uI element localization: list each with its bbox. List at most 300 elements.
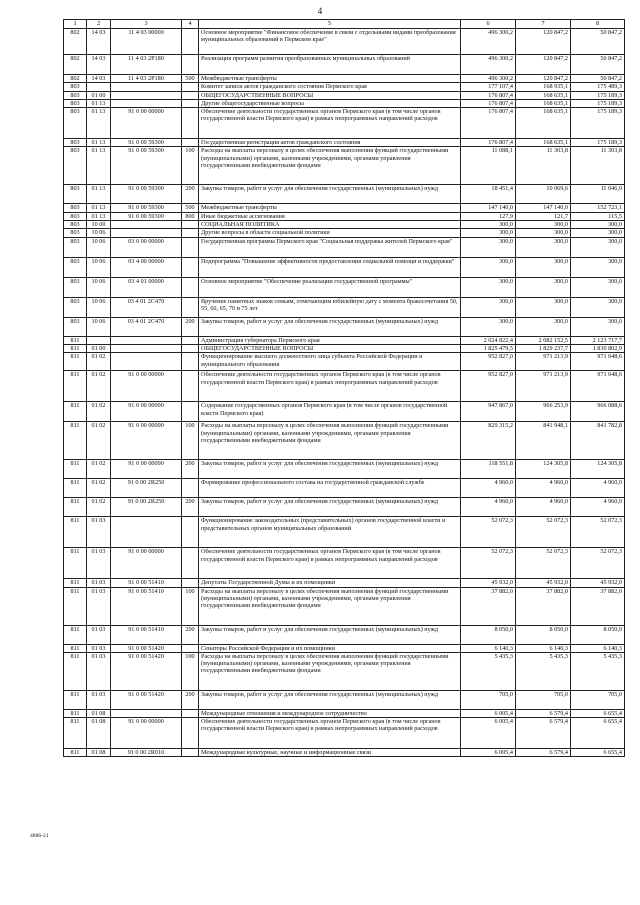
col-amount-2022: 829 315,2 xyxy=(461,422,516,460)
col-target-article: 91 0 00 51420 xyxy=(111,652,182,690)
col-expense-type: 100 xyxy=(182,147,199,185)
header-cell: 7 xyxy=(516,20,571,29)
col-description: Функционирование законодательных (представительных) органов государственной власти и представительных органов муниципальных образований xyxy=(199,517,461,548)
col-expense-type: 100 xyxy=(182,587,199,625)
col-expense-type xyxy=(182,644,199,652)
col-description: Международные культурные, научные и информационные связи xyxy=(199,749,461,757)
col-description: Депутаты Государственной Думы и их помощники xyxy=(199,579,461,587)
col-expense-type: 500 xyxy=(182,75,199,83)
col-ministry: 811 xyxy=(64,344,87,352)
col-section: 01 02 xyxy=(87,353,111,371)
col-ministry: 811 xyxy=(64,371,87,402)
col-target-article: 91 0 00 59300 xyxy=(111,139,182,147)
table-row xyxy=(64,548,625,579)
col-amount-2022: 496 300,2 xyxy=(461,55,516,75)
col-description: Обеспечение деятельности государственных органов Пермского края (в том числе органов государственной власти Пермского края) в рамках непрограммных направлений расходов xyxy=(199,718,461,749)
col-amount-2022: 4 960,0 xyxy=(461,479,516,498)
col-amount-2022: 6 005,4 xyxy=(461,718,516,749)
col-amount-2024: 4 960,0 xyxy=(571,479,625,498)
col-amount-2024: 50 847,2 xyxy=(571,29,625,55)
col-target-article: 11 4 03 2P180 xyxy=(111,75,182,83)
col-expense-type xyxy=(182,108,199,139)
col-expense-type: 500 xyxy=(182,204,199,212)
col-expense-type xyxy=(182,277,199,297)
col-expense-type xyxy=(182,83,199,91)
col-section: 01 08 xyxy=(87,718,111,749)
col-section: 10 00 xyxy=(87,221,111,229)
col-amount-2024: 300,0 xyxy=(571,277,625,297)
col-amount-2022: 6 005,4 xyxy=(461,709,516,717)
col-target-article: 03 0 00 00000 xyxy=(111,237,182,257)
col-amount-2023: 6 140,3 xyxy=(516,644,571,652)
col-section: 01 03 xyxy=(87,625,111,644)
col-expense-type xyxy=(182,353,199,371)
col-ministry: 803 xyxy=(64,237,87,257)
col-amount-2022: 52 072,3 xyxy=(461,517,516,548)
col-expense-type xyxy=(182,371,199,402)
col-ministry: 803 xyxy=(64,297,87,317)
col-section: 01 03 xyxy=(87,690,111,709)
table-row xyxy=(64,185,625,204)
col-expense-type: 200 xyxy=(182,317,199,336)
col-amount-2024: 11 303,8 xyxy=(571,147,625,185)
col-section: 01 03 xyxy=(87,652,111,690)
table-row xyxy=(64,709,625,717)
col-ministry: 803 xyxy=(64,212,87,220)
col-amount-2024: 971 048,6 xyxy=(571,371,625,402)
col-section: 10 06 xyxy=(87,277,111,297)
col-expense-type xyxy=(182,718,199,749)
col-amount-2024: 6 655,4 xyxy=(571,718,625,749)
footer-code: 4886-21 xyxy=(30,833,49,839)
col-amount-2023: 841 948,1 xyxy=(516,422,571,460)
col-amount-2022: 300,0 xyxy=(461,237,516,257)
col-expense-type xyxy=(182,221,199,229)
col-amount-2023: 52 072,3 xyxy=(516,548,571,579)
col-ministry: 803 xyxy=(64,91,87,99)
col-ministry: 811 xyxy=(64,749,87,757)
col-amount-2022: 705,0 xyxy=(461,690,516,709)
col-ministry: 811 xyxy=(64,625,87,644)
col-amount-2022: 45 932,0 xyxy=(461,579,516,587)
col-amount-2022: 496 300,2 xyxy=(461,75,516,83)
col-amount-2024: 300,0 xyxy=(571,257,625,277)
table-row xyxy=(64,297,625,317)
col-description: Подпрограмма "Повышение эффективности предоставления социальной помощи и поддержки" xyxy=(199,257,461,277)
col-description: Функционирование высшего должностного лица субъекта Российской Федерации и муниципального образования xyxy=(199,353,461,371)
col-ministry: 811 xyxy=(64,460,87,479)
col-amount-2024: 971 048,6 xyxy=(571,353,625,371)
col-target-article: 91 0 00 00000 xyxy=(111,548,182,579)
col-section xyxy=(87,336,111,344)
table-row xyxy=(64,108,625,139)
col-amount-2022: 176 807,4 xyxy=(461,99,516,107)
col-section: 01 13 xyxy=(87,147,111,185)
col-description: Международные отношения и международное сотрудничество xyxy=(199,709,461,717)
table-row xyxy=(64,422,625,460)
col-target-article xyxy=(111,221,182,229)
table-row xyxy=(64,371,625,402)
col-target-article xyxy=(111,83,182,91)
col-ministry: 811 xyxy=(64,579,87,587)
col-expense-type: 200 xyxy=(182,185,199,204)
col-amount-2022: 177 107,4 xyxy=(461,83,516,91)
col-amount-2022: 300,0 xyxy=(461,297,516,317)
table-row xyxy=(64,139,625,147)
col-description: Расходы на выплаты персоналу в целях обеспечения выполнения функций государственными (муниципальными) органами, казенными учреждениями, органами управления государственными внебюджетными фондами xyxy=(199,422,461,460)
col-amount-2022: 300,0 xyxy=(461,257,516,277)
col-description: Расходы на выплаты персоналу в целях обеспечения выполнения функций государственными (муниципальными) органами, казенными учреждениями, органами управления государственными внебюджетными фондами xyxy=(199,652,461,690)
col-amount-2023: 168 635,1 xyxy=(516,108,571,139)
col-expense-type xyxy=(182,344,199,352)
col-description: Обеспечение деятельности государственных органов Пермского края (в том числе органов государственной власти Пермского края) в рамках непрограммных направлений расходов xyxy=(199,548,461,579)
col-amount-2024: 6 140,3 xyxy=(571,644,625,652)
col-ministry: 802 xyxy=(64,55,87,75)
table-row xyxy=(64,29,625,55)
col-section: 01 13 xyxy=(87,204,111,212)
col-description: Государственная регистрация актов гражданского состояния xyxy=(199,139,461,147)
col-description: Сенаторы Российской Федерации и их помощники xyxy=(199,644,461,652)
col-section: 14 03 xyxy=(87,55,111,75)
col-amount-2022: 952 827,0 xyxy=(461,353,516,371)
col-ministry: 803 xyxy=(64,204,87,212)
col-description: Межбюджетные трансферты xyxy=(199,75,461,83)
col-description: Закупка товаров, работ и услуг для обеспечения государственных (муниципальных) нужд xyxy=(199,317,461,336)
col-section: 01 13 xyxy=(87,185,111,204)
table-row xyxy=(64,317,625,336)
col-expense-type xyxy=(182,479,199,498)
col-amount-2023: 300,0 xyxy=(516,237,571,257)
col-ministry: 811 xyxy=(64,587,87,625)
col-target-article: 91 0 00 51420 xyxy=(111,690,182,709)
col-description: Содержание государственных органов Пермского края (в том числе органов государственной власти Пермского края) xyxy=(199,402,461,422)
col-amount-2023: 4 960,0 xyxy=(516,498,571,517)
col-amount-2024: 2 123 717,7 xyxy=(571,336,625,344)
col-description: Закупка товаров, работ и услуг для обеспечения государственных (муниципальных) нужд xyxy=(199,625,461,644)
col-amount-2022: 6 140,3 xyxy=(461,644,516,652)
page-number: 4 xyxy=(317,6,323,16)
table-row xyxy=(64,498,625,517)
col-amount-2024: 300,0 xyxy=(571,221,625,229)
col-amount-2024: 52 072,3 xyxy=(571,517,625,548)
col-section: 01 02 xyxy=(87,479,111,498)
col-ministry: 811 xyxy=(64,517,87,548)
col-ministry: 803 xyxy=(64,147,87,185)
col-description: ОБЩЕГОСУДАРСТВЕННЫЕ ВОПРОСЫ xyxy=(199,91,461,99)
col-amount-2023: 300,0 xyxy=(516,221,571,229)
col-target-article: 03 4 01 2C470 xyxy=(111,317,182,336)
col-amount-2022: 300,0 xyxy=(461,229,516,237)
col-amount-2024: 175 489,3 xyxy=(571,83,625,91)
col-ministry: 803 xyxy=(64,221,87,229)
col-description: Закупка товаров, работ и услуг для обеспечения государственных (муниципальных) нужд xyxy=(199,690,461,709)
col-amount-2023: 2 082 152,5 xyxy=(516,336,571,344)
table-row xyxy=(64,229,625,237)
header-cell: 1 xyxy=(64,20,87,29)
col-description: Основное мероприятие "Финансовое обеспечение в связи с отдельными видами преобразования муниципальных образований в Пермском крае" xyxy=(199,29,461,55)
col-amount-2023: 120 847,2 xyxy=(516,55,571,75)
col-description: Иные бюджетные ассигнования xyxy=(199,212,461,220)
col-ministry: 802 xyxy=(64,75,87,83)
col-expense-type xyxy=(182,99,199,107)
col-section: 01 02 xyxy=(87,498,111,517)
col-amount-2023: 168 635,1 xyxy=(516,99,571,107)
col-amount-2024: 705,0 xyxy=(571,690,625,709)
col-description: Закупка товаров, работ и услуг для обеспечения государственных (муниципальных) нужд xyxy=(199,460,461,479)
col-amount-2023: 4 960,0 xyxy=(516,479,571,498)
header-cell: 6 xyxy=(461,20,516,29)
col-expense-type xyxy=(182,297,199,317)
col-amount-2023: 120 847,2 xyxy=(516,29,571,55)
col-amount-2023: 11 303,8 xyxy=(516,147,571,185)
col-ministry: 811 xyxy=(64,652,87,690)
header-cell: 8 xyxy=(571,20,625,29)
col-amount-2023: 147 140,0 xyxy=(516,204,571,212)
col-target-article: 91 0 00 51410 xyxy=(111,579,182,587)
col-ministry: 811 xyxy=(64,353,87,371)
col-amount-2024: 300,0 xyxy=(571,229,625,237)
col-target-article xyxy=(111,517,182,548)
col-amount-2022: 2 024 822,4 xyxy=(461,336,516,344)
table-row xyxy=(64,517,625,548)
col-amount-2023: 971 213,9 xyxy=(516,353,571,371)
col-ministry: 811 xyxy=(64,644,87,652)
col-expense-type: 200 xyxy=(182,625,199,644)
table-row xyxy=(64,749,625,757)
col-amount-2024: 300,0 xyxy=(571,237,625,257)
col-amount-2022: 300,0 xyxy=(461,317,516,336)
col-target-article xyxy=(111,99,182,107)
col-amount-2022: 118 551,8 xyxy=(461,460,516,479)
col-amount-2023: 10 069,6 xyxy=(516,185,571,204)
col-amount-2022: 147 140,0 xyxy=(461,204,516,212)
col-amount-2024: 152 723,1 xyxy=(571,204,625,212)
col-ministry: 811 xyxy=(64,690,87,709)
col-description: Комитет записи актов гражданского состояния Пермского края xyxy=(199,83,461,91)
col-description: Закупка товаров, работ и услуг для обеспечения государственных (муниципальных) нужд xyxy=(199,185,461,204)
col-target-article xyxy=(111,229,182,237)
col-section: 01 13 xyxy=(87,108,111,139)
col-ministry: 803 xyxy=(64,99,87,107)
col-amount-2023: 8 050,0 xyxy=(516,625,571,644)
col-ministry: 802 xyxy=(64,29,87,55)
col-amount-2023: 300,0 xyxy=(516,277,571,297)
col-target-article: 91 0 00 59300 xyxy=(111,204,182,212)
header-cell: 3 xyxy=(111,20,182,29)
col-amount-2022: 5 435,3 xyxy=(461,652,516,690)
col-amount-2023: 1 829 237,7 xyxy=(516,344,571,352)
col-section: 01 03 xyxy=(87,579,111,587)
table-row xyxy=(64,212,625,220)
col-amount-2022: 300,0 xyxy=(461,221,516,229)
col-ministry: 811 xyxy=(64,718,87,749)
col-section xyxy=(87,83,111,91)
col-description: Другие вопросы в области социальной политики xyxy=(199,229,461,237)
table-row xyxy=(64,55,625,75)
col-amount-2023: 6 579,4 xyxy=(516,709,571,717)
col-amount-2022: 11 088,1 xyxy=(461,147,516,185)
col-amount-2024: 115,5 xyxy=(571,212,625,220)
table-header-row xyxy=(64,20,625,29)
col-amount-2022: 8 050,0 xyxy=(461,625,516,644)
col-target-article: 91 0 00 59300 xyxy=(111,185,182,204)
table-row xyxy=(64,75,625,83)
col-target-article: 91 0 00 00000 xyxy=(111,108,182,139)
col-section: 10 06 xyxy=(87,237,111,257)
col-target-article: 91 0 00 51410 xyxy=(111,587,182,625)
header-cell: 5 xyxy=(199,20,461,29)
col-description: ОБЩЕГОСУДАРСТВЕННЫЕ ВОПРОСЫ xyxy=(199,344,461,352)
col-section: 10 06 xyxy=(87,297,111,317)
col-amount-2023: 300,0 xyxy=(516,317,571,336)
table-row xyxy=(64,625,625,644)
col-amount-2022: 4 960,0 xyxy=(461,498,516,517)
col-amount-2024: 37 882,0 xyxy=(571,587,625,625)
col-target-article: 91 0 00 00090 xyxy=(111,422,182,460)
col-amount-2024: 175 189,3 xyxy=(571,91,625,99)
table-row xyxy=(64,147,625,185)
col-section: 01 13 xyxy=(87,212,111,220)
col-section: 01 13 xyxy=(87,99,111,107)
col-section: 01 02 xyxy=(87,402,111,422)
col-expense-type xyxy=(182,548,199,579)
col-amount-2023: 168 935,1 xyxy=(516,83,571,91)
col-section: 01 03 xyxy=(87,644,111,652)
col-ministry: 811 xyxy=(64,709,87,717)
col-ministry: 803 xyxy=(64,108,87,139)
col-description: Формирование профессионального состава на государственной гражданской службе xyxy=(199,479,461,498)
table-row xyxy=(64,91,625,99)
header-cell: 4 xyxy=(182,20,199,29)
table-row xyxy=(64,344,625,352)
col-ministry: 803 xyxy=(64,139,87,147)
col-ministry: 803 xyxy=(64,229,87,237)
col-amount-2023: 705,0 xyxy=(516,690,571,709)
col-description: Реализация программ развития преобразованных муниципальных образований xyxy=(199,55,461,75)
col-amount-2024: 8 050,0 xyxy=(571,625,625,644)
table-row xyxy=(64,353,625,371)
col-amount-2023: 168 635,1 xyxy=(516,91,571,99)
col-target-article xyxy=(111,336,182,344)
table-row xyxy=(64,221,625,229)
col-target-article: 91 0 00 59300 xyxy=(111,147,182,185)
col-expense-type xyxy=(182,29,199,55)
col-expense-type xyxy=(182,91,199,99)
col-description: Расходы на выплаты персоналу в целях обеспечения выполнения функций государственными (муниципальными) органами, казенными учреждениями, органами управления государственными внебюджетными фондами xyxy=(199,147,461,185)
col-ministry: 803 xyxy=(64,83,87,91)
col-expense-type xyxy=(182,139,199,147)
col-target-article: 91 0 00 00000 xyxy=(111,718,182,749)
col-target-article: 91 0 00 00000 xyxy=(111,371,182,402)
col-description: Обеспечение деятельности государственных органов Пермского края (в том числе органов государственной власти Пермского края) в рамках непрограммных направлений расходов xyxy=(199,371,461,402)
col-section: 01 02 xyxy=(87,460,111,479)
col-description: Администрация губернатора Пермского края xyxy=(199,336,461,344)
col-amount-2022: 6 005,4 xyxy=(461,749,516,757)
col-description: Обеспечение деятельности государственных органов Пермского края (в том числе органов государственной власти Пермского края) в рамках непрограммных направлений расходов xyxy=(199,108,461,139)
col-section: 10 06 xyxy=(87,229,111,237)
col-description: Основное мероприятие "Обеспечение реализации государственной программы" xyxy=(199,277,461,297)
col-target-article: 91 0 00 2R250 xyxy=(111,479,182,498)
col-amount-2023: 5 435,3 xyxy=(516,652,571,690)
col-amount-2023: 300,0 xyxy=(516,229,571,237)
header-cell: 2 xyxy=(87,20,111,29)
budget-table xyxy=(63,19,625,757)
col-ministry: 803 xyxy=(64,277,87,297)
col-expense-type: 800 xyxy=(182,212,199,220)
col-amount-2024: 6 655,4 xyxy=(571,709,625,717)
table-row xyxy=(64,99,625,107)
col-expense-type xyxy=(182,402,199,422)
col-amount-2023: 300,0 xyxy=(516,257,571,277)
col-target-article: 91 0 00 59300 xyxy=(111,212,182,220)
col-section: 10 06 xyxy=(87,257,111,277)
col-amount-2024: 50 847,2 xyxy=(571,55,625,75)
col-expense-type: 200 xyxy=(182,690,199,709)
col-description: Закупка товаров, работ и услуг для обеспечения государственных (муниципальных) нужд xyxy=(199,498,461,517)
table-row xyxy=(64,644,625,652)
col-target-article: 91 0 00 00090 xyxy=(111,460,182,479)
col-expense-type xyxy=(182,229,199,237)
col-amount-2024: 5 435,3 xyxy=(571,652,625,690)
col-target-article: 11 4 03 2P180 xyxy=(111,55,182,75)
col-amount-2022: 1 825 479,5 xyxy=(461,344,516,352)
col-section: 01 08 xyxy=(87,709,111,717)
table-row xyxy=(64,204,625,212)
table-row xyxy=(64,83,625,91)
table-row xyxy=(64,402,625,422)
table-row xyxy=(64,652,625,690)
col-amount-2022: 952 827,0 xyxy=(461,371,516,402)
col-section: 14 03 xyxy=(87,29,111,55)
col-description: Расходы на выплаты персоналу в целях обеспечения выполнения функций государственными (муниципальными) органами, казенными учреждениями, органами управления государственными внебюджетными фондами xyxy=(199,587,461,625)
col-amount-2023: 121,7 xyxy=(516,212,571,220)
col-amount-2024: 175 189,3 xyxy=(571,139,625,147)
col-target-article: 03 4 01 2C470 xyxy=(111,297,182,317)
col-amount-2024: 1 830 802,9 xyxy=(571,344,625,352)
col-ministry: 803 xyxy=(64,317,87,336)
col-ministry: 811 xyxy=(64,402,87,422)
col-expense-type: 200 xyxy=(182,460,199,479)
col-ministry: 803 xyxy=(64,257,87,277)
col-section: 01 08 xyxy=(87,749,111,757)
col-target-article: 91 0 00 2R010 xyxy=(111,749,182,757)
col-amount-2023: 6 579,4 xyxy=(516,718,571,749)
col-amount-2022: 176 807,4 xyxy=(461,91,516,99)
col-section: 01 03 xyxy=(87,587,111,625)
col-amount-2024: 175 189,3 xyxy=(571,108,625,139)
col-expense-type xyxy=(182,517,199,548)
col-section: 10 06 xyxy=(87,317,111,336)
col-target-article: 91 0 00 2R250 xyxy=(111,498,182,517)
col-expense-type: 100 xyxy=(182,422,199,460)
col-description: Вручение памятных знаков семьям, отмечающим юбилейную дату с момента бракосочетания 50, 55, 60, 65, 70 и 75 лет xyxy=(199,297,461,317)
col-target-article: 03 4 01 00000 xyxy=(111,277,182,297)
table-row xyxy=(64,690,625,709)
col-ministry: 811 xyxy=(64,336,87,344)
col-amount-2024: 6 655,4 xyxy=(571,749,625,757)
col-amount-2022: 127,9 xyxy=(461,212,516,220)
col-expense-type: 200 xyxy=(182,498,199,517)
col-ministry: 811 xyxy=(64,498,87,517)
col-description: СОЦИАЛЬНАЯ ПОЛИТИКА xyxy=(199,221,461,229)
col-ministry: 811 xyxy=(64,548,87,579)
col-target-article: 91 0 00 51420 xyxy=(111,644,182,652)
col-expense-type xyxy=(182,709,199,717)
col-amount-2022: 37 882,0 xyxy=(461,587,516,625)
col-target-article: 91 0 00 00090 xyxy=(111,402,182,422)
col-amount-2024: 50 847,2 xyxy=(571,75,625,83)
col-amount-2022: 496 300,2 xyxy=(461,29,516,55)
